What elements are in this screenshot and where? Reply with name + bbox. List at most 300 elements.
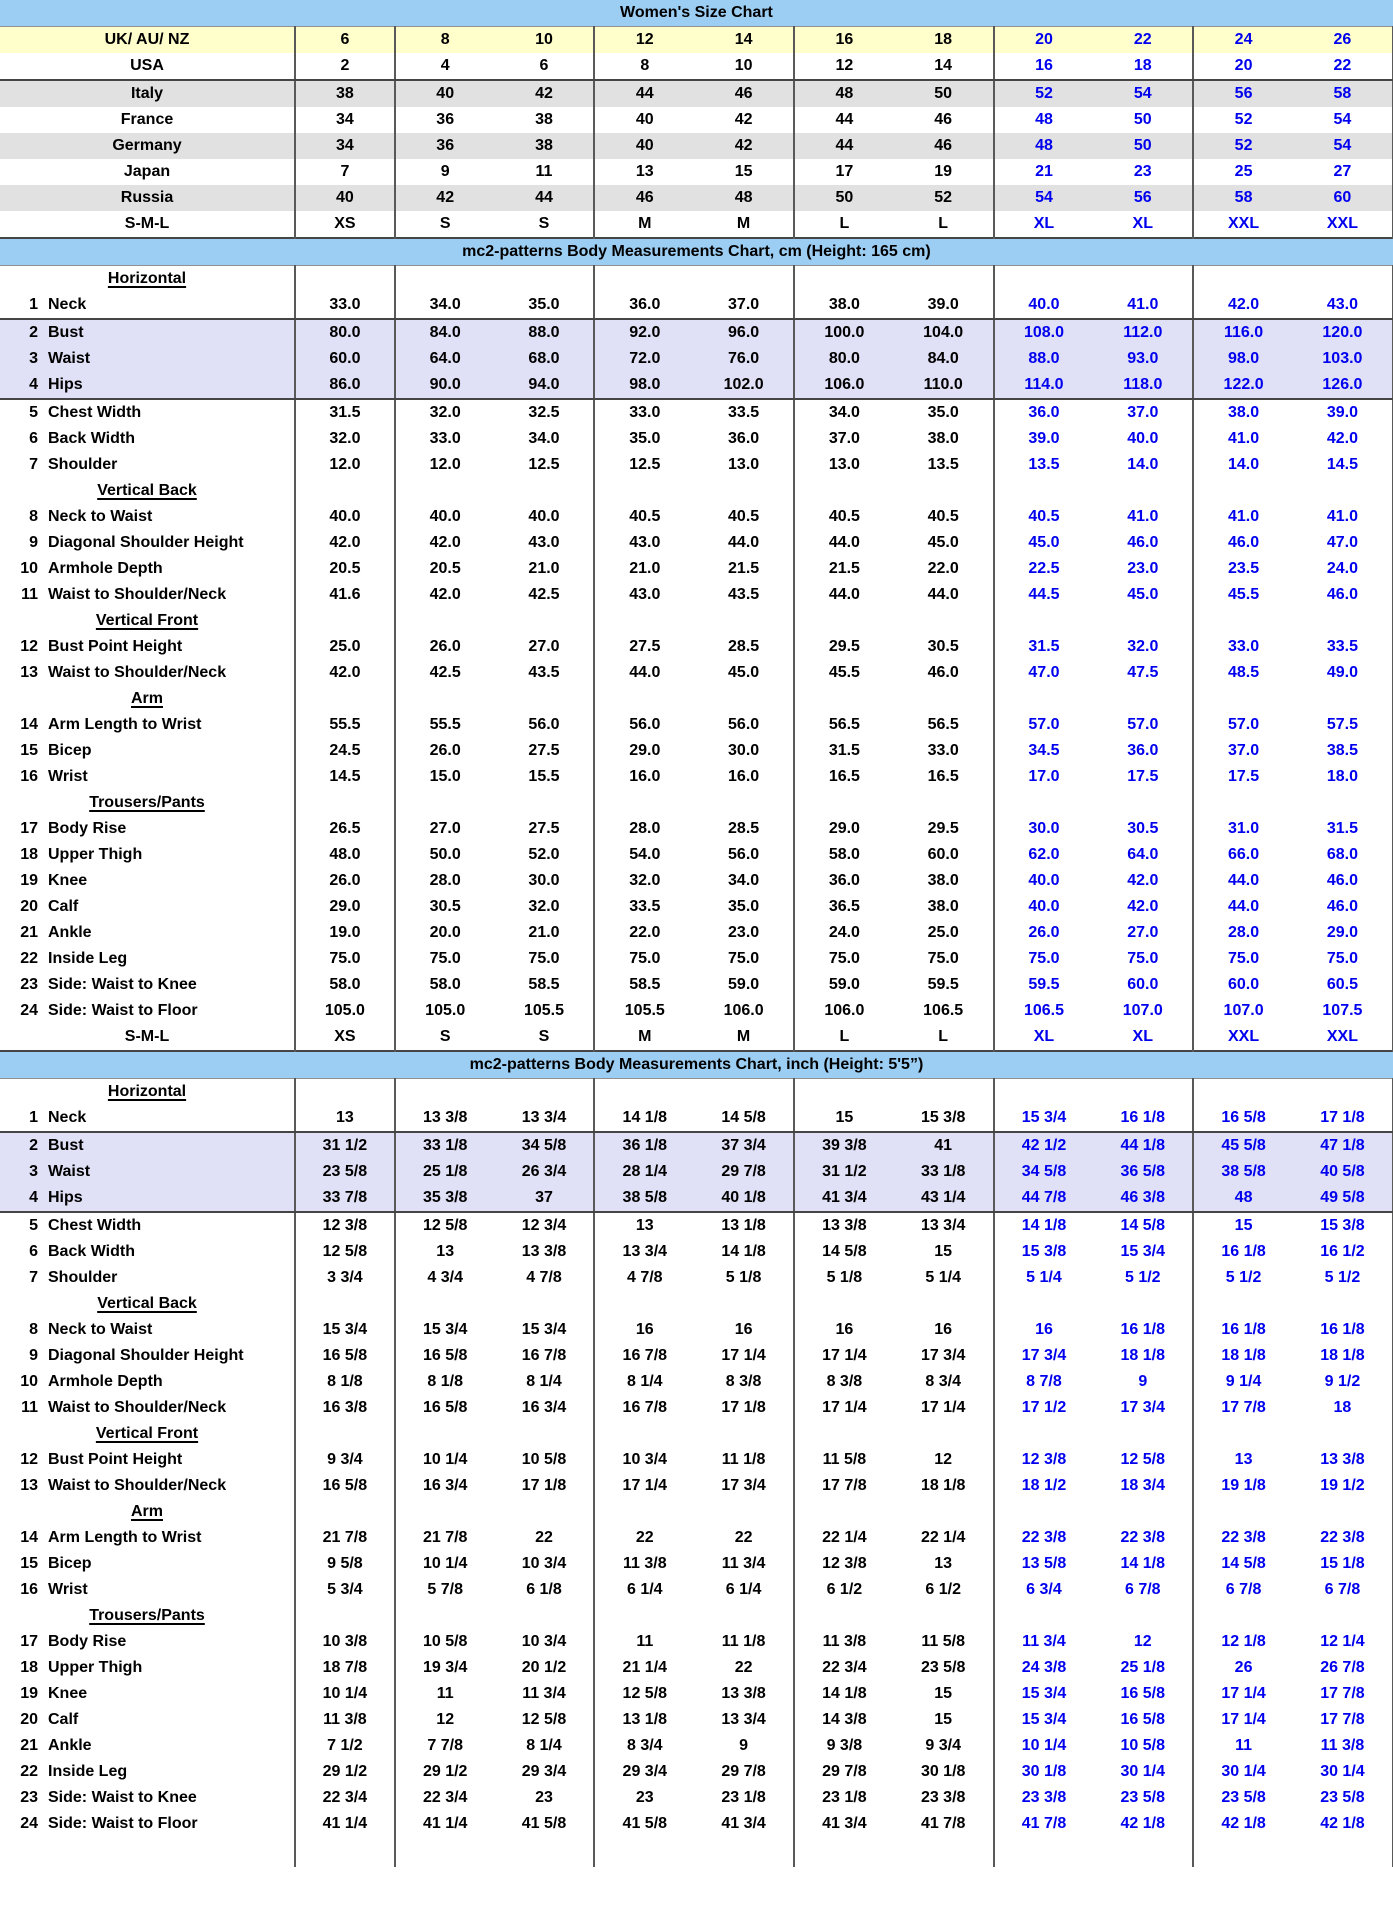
cell: 13	[295, 1105, 395, 1132]
cell: 10 3/4	[622, 1450, 668, 1468]
cell: 13 3/8	[822, 1216, 867, 1234]
cell: 26.0	[1028, 923, 1060, 941]
measurement-row	[0, 1629, 1393, 1655]
cell: 10 3/4	[495, 1629, 595, 1655]
row-number: 11	[21, 585, 38, 603]
cell: 44.0	[1228, 871, 1260, 889]
cell: 43.5	[495, 660, 595, 686]
cell: 46.0	[1093, 530, 1193, 556]
cell	[894, 608, 994, 634]
measurement-row	[0, 426, 1393, 452]
cell: 41.0	[1228, 429, 1260, 447]
cell: 46.0	[1293, 894, 1393, 920]
cell: 56.5	[828, 715, 860, 733]
cm-chart-title-row	[0, 238, 1393, 266]
cell: 58.0	[828, 845, 860, 863]
row-number: 5	[29, 1216, 38, 1234]
row-label: Ankle	[48, 1736, 92, 1754]
cell: 33.0	[429, 429, 461, 447]
cell: 7 7/8	[427, 1736, 463, 1754]
cell: 28.5	[694, 816, 794, 842]
measurement-row	[0, 1132, 1393, 1159]
cell	[994, 790, 1094, 816]
section-header-row	[0, 790, 1393, 816]
cell: 27.5	[495, 738, 595, 764]
cell: 29.0	[1293, 920, 1393, 946]
measurement-row	[0, 504, 1393, 530]
cell: 42.0	[1093, 868, 1193, 894]
cell: 105.0	[295, 998, 395, 1024]
cell: 15 3/4	[495, 1317, 595, 1343]
measurement-row	[0, 1395, 1393, 1421]
row-number: 17	[20, 819, 38, 837]
cell: 31 1/2	[295, 1132, 395, 1159]
row-number: 9	[29, 1346, 38, 1364]
measurement-row	[0, 1317, 1393, 1343]
cell: 42 1/8	[1293, 1811, 1393, 1837]
cell: 13	[894, 1551, 994, 1577]
cell: 22 1/4	[894, 1525, 994, 1551]
cell: 54	[1093, 80, 1193, 107]
cell: 5 1/4	[894, 1265, 994, 1291]
cell	[395, 1421, 495, 1447]
row-number: 3	[29, 349, 38, 367]
cell: 116.0	[1193, 319, 1293, 346]
cell: 4 7/8	[495, 1265, 595, 1291]
cell: 40	[635, 136, 654, 154]
cell: 40.5	[1028, 507, 1060, 525]
cell: 40.0	[1028, 897, 1060, 915]
cell: 52	[1035, 84, 1053, 102]
cell: XXL	[1228, 1027, 1260, 1045]
cell: 75.0	[694, 946, 794, 972]
cell: 16	[835, 1320, 854, 1338]
cell: 38	[295, 80, 395, 107]
row-label: Knee	[48, 871, 88, 889]
cell: 8 3/8	[826, 1372, 863, 1390]
row-label: Arm Length to Wrist	[48, 715, 202, 733]
cell: 22 3/8	[1093, 1525, 1193, 1551]
cell	[495, 1421, 595, 1447]
measurement-row	[0, 1525, 1393, 1551]
cell: 16 3/8	[295, 1395, 395, 1421]
cell: 17 1/8	[495, 1473, 595, 1499]
cell: 17 1/8	[694, 1395, 794, 1421]
cell: 8 1/4	[495, 1369, 595, 1395]
measurement-row	[0, 1159, 1393, 1185]
section-header-row	[0, 1603, 1393, 1629]
cell: 56.0	[629, 715, 661, 733]
cell: 25 1/8	[1093, 1655, 1193, 1681]
cell: 56.0	[495, 712, 595, 738]
cell: 44	[495, 185, 595, 211]
cell: 29.0	[828, 819, 860, 837]
cell: 15	[694, 159, 794, 185]
cell: S	[495, 211, 595, 238]
cell: 12 1/8	[1221, 1632, 1266, 1650]
cell: 12	[894, 1447, 994, 1473]
cell: 48	[1035, 136, 1053, 154]
cell: 13 3/8	[495, 1239, 595, 1265]
measurement-row	[0, 894, 1393, 920]
cell	[495, 1291, 595, 1317]
cell: 15 1/8	[1293, 1551, 1393, 1577]
cell: 32.0	[429, 403, 461, 421]
cell: 15	[1234, 1216, 1253, 1234]
cell: 16 3/4	[422, 1476, 468, 1494]
cell: 20.5	[429, 559, 461, 577]
cell	[1193, 790, 1293, 816]
row-number: 8	[29, 507, 38, 525]
cell	[1193, 1291, 1293, 1317]
cell: 68.0	[1293, 842, 1393, 868]
cell: 6 1/2	[826, 1580, 863, 1598]
cell: 16 7/8	[622, 1398, 668, 1416]
cell: 5 1/8	[826, 1268, 863, 1286]
row-number: 2	[29, 1136, 38, 1154]
measurement-row	[0, 292, 1393, 319]
cell: 17	[835, 162, 854, 180]
row-number: 14	[20, 715, 38, 733]
measurement-row	[0, 556, 1393, 582]
cell: 6 7/8	[1225, 1580, 1262, 1598]
cell: 41 3/4	[822, 1814, 867, 1832]
cell: 23 5/8	[295, 1159, 395, 1185]
cell: 8 1/4	[495, 1733, 595, 1759]
cell: 34.0	[395, 292, 495, 319]
cell: 40	[295, 185, 395, 211]
cell: 14	[894, 53, 994, 80]
cell: 42.0	[429, 533, 461, 551]
cell: 14.5	[1293, 452, 1393, 478]
row-label: Body Rise	[48, 819, 127, 837]
cell: 17.0	[1028, 767, 1060, 785]
cell: 26.0	[429, 637, 461, 655]
row-number: 8	[29, 1320, 38, 1338]
row-label: Germany	[0, 133, 295, 159]
cell	[495, 608, 595, 634]
cell: 14 5/8	[822, 1242, 867, 1260]
cell: 29 3/4	[495, 1759, 595, 1785]
measurement-row	[0, 1105, 1393, 1132]
cell: 100.0	[794, 319, 894, 346]
cell: 33 1/8	[894, 1159, 994, 1185]
row-label: Japan	[0, 159, 295, 185]
cell: 16 7/8	[622, 1346, 668, 1364]
cell: 37.0	[1228, 741, 1260, 759]
cell: 16 1/8	[1293, 1317, 1393, 1343]
cell: 12 3/8	[295, 1212, 395, 1239]
cell: 27.5	[629, 637, 661, 655]
row-number: 4	[29, 375, 38, 393]
row-label: Ankle	[48, 923, 92, 941]
cell	[594, 1421, 694, 1447]
measurement-row	[0, 399, 1393, 426]
cell: 42 1/2	[994, 1132, 1094, 1159]
cell: 19	[894, 159, 994, 185]
cell	[594, 1499, 694, 1525]
cell: 44 1/8	[1093, 1132, 1193, 1159]
section-label: Horizontal	[107, 269, 187, 287]
cell: 32.0	[1093, 634, 1193, 660]
cell: 40	[635, 110, 654, 128]
cell: 75.0	[629, 949, 661, 967]
cell: 21	[1035, 162, 1053, 180]
cell: 38.0	[1228, 403, 1260, 421]
cell: 54	[1293, 107, 1393, 133]
cell: 36	[436, 136, 455, 154]
row-number: 9	[29, 533, 38, 551]
cell: 18 1/8	[1293, 1343, 1393, 1369]
cell: 8 3/4	[626, 1736, 663, 1754]
cell: 4 3/4	[427, 1268, 463, 1286]
cell: 17 1/4	[822, 1346, 867, 1364]
cell: 16	[994, 53, 1094, 80]
cell: 12 5/8	[422, 1216, 468, 1234]
cell: 38 5/8	[1193, 1159, 1293, 1185]
cell: 36.5	[828, 897, 860, 915]
cell: 16 1/8	[1221, 1320, 1266, 1338]
row-number: 11	[21, 1398, 38, 1416]
cell: 17 3/4	[1093, 1395, 1193, 1421]
cell: 23.0	[694, 920, 794, 946]
row-number: 19	[20, 1684, 38, 1702]
cell: 56.5	[894, 712, 994, 738]
cell: 28 1/4	[594, 1159, 694, 1185]
cell: 28.5	[694, 634, 794, 660]
cell: 9 1/4	[1225, 1372, 1262, 1390]
row-label: Bust	[48, 1136, 84, 1154]
cell: 13 3/8	[694, 1681, 794, 1707]
cell: 22 3/4	[822, 1658, 867, 1676]
cell: 16	[835, 30, 854, 48]
cell: 13	[1234, 1450, 1253, 1468]
cell: 11	[1235, 1736, 1253, 1754]
cell: 23 5/8	[1293, 1785, 1393, 1811]
cell: 14 1/8	[694, 1239, 794, 1265]
row-number: 5	[29, 403, 38, 421]
row-number: 20	[20, 1710, 38, 1728]
cell: 17 1/8	[1293, 1105, 1393, 1132]
section-label: Vertical Back	[97, 1294, 197, 1312]
cell	[295, 1291, 395, 1317]
cell: 11 1/8	[694, 1447, 794, 1473]
cell: 52	[1234, 136, 1253, 154]
section-label: Vertical Front	[95, 611, 199, 629]
row-number: 21	[20, 1736, 38, 1754]
row-number: 7	[29, 1268, 38, 1286]
cell: 48	[1193, 1185, 1293, 1212]
row-number: 10	[20, 1372, 38, 1390]
cell	[994, 1603, 1094, 1629]
cell: 76.0	[694, 346, 794, 372]
cell	[894, 1603, 994, 1629]
cell: 12.0	[429, 455, 461, 473]
cell: 34.0	[495, 426, 595, 452]
cell: 39.0	[1028, 429, 1060, 447]
cell: 16.5	[894, 764, 994, 790]
cell: 75.0	[894, 946, 994, 972]
measurement-row	[0, 842, 1393, 868]
cell	[1193, 1603, 1293, 1629]
cell: 42.0	[295, 530, 395, 556]
cell: 48.5	[1228, 663, 1260, 681]
cell: 11 3/8	[622, 1554, 667, 1572]
cell: 57.0	[1228, 715, 1260, 733]
cell: 30.5	[1093, 816, 1193, 842]
cell: 21.0	[495, 556, 595, 582]
cell: 46.0	[1228, 533, 1260, 551]
cell: 2	[295, 53, 395, 80]
cell	[694, 1079, 794, 1106]
cell: 57.0	[1028, 715, 1060, 733]
cell: 34 5/8	[994, 1159, 1094, 1185]
cell: L	[894, 211, 994, 238]
cell: 11 3/4	[694, 1551, 794, 1577]
cell	[395, 478, 495, 504]
cell: 12.5	[495, 452, 595, 478]
cell: M	[638, 1027, 652, 1045]
cell: 7	[295, 159, 395, 185]
cell: 22	[635, 1528, 654, 1546]
cell: 15 3/4	[295, 1317, 395, 1343]
cell	[1093, 608, 1193, 634]
cell	[495, 478, 595, 504]
cell: 22 1/4	[822, 1528, 867, 1546]
cell: 39.0	[1293, 399, 1393, 426]
cell: 13 3/8	[395, 1105, 495, 1132]
cell: 38.0	[894, 868, 994, 894]
cell: 13 3/4	[622, 1242, 668, 1260]
cell	[295, 1499, 395, 1525]
cell: 59.0	[694, 972, 794, 998]
cell: 41 1/4	[295, 1811, 395, 1837]
cell: 36.0	[694, 426, 794, 452]
measurement-row	[0, 1185, 1393, 1212]
cell	[894, 1079, 994, 1106]
cell: 105.5	[495, 998, 595, 1024]
cell: 27	[1293, 159, 1393, 185]
row-label: Upper Thigh	[48, 845, 143, 863]
cell: 23 5/8	[1221, 1788, 1266, 1806]
cell: 10 5/8	[422, 1632, 468, 1650]
cell: 88.0	[994, 346, 1094, 372]
cell: 58.5	[495, 972, 595, 998]
cell: 6 1/4	[694, 1577, 794, 1603]
cell: 16 7/8	[495, 1343, 595, 1369]
cell: 16 1/8	[1093, 1317, 1193, 1343]
cell: 12 5/8	[1093, 1447, 1193, 1473]
measurement-row	[0, 346, 1393, 372]
row-number: 21	[20, 923, 38, 941]
cell: 22 3/4	[295, 1785, 395, 1811]
table-tail	[0, 1837, 1393, 1867]
row-label: Russia	[0, 185, 295, 211]
cell: 10 1/4	[295, 1681, 395, 1707]
cell: 43.0	[495, 530, 595, 556]
row-label: Diagonal Shoulder Height	[48, 533, 244, 551]
section-header-row	[0, 1079, 1393, 1106]
row-label: Waist	[48, 349, 91, 367]
cell: 42.5	[495, 582, 595, 608]
cell: 11	[436, 1684, 454, 1702]
table-row	[0, 159, 1393, 185]
cell: 22	[694, 1525, 794, 1551]
row-label: USA	[0, 53, 295, 80]
cell: 21.5	[828, 559, 860, 577]
cell: 52	[1234, 110, 1253, 128]
cell: 15	[894, 1707, 994, 1733]
cell: 114.0	[994, 372, 1094, 399]
cell: 37.0	[694, 292, 794, 319]
cell: 11	[495, 159, 595, 185]
measurement-row	[0, 1369, 1393, 1395]
cell: 52	[894, 185, 994, 211]
cell: 110.0	[894, 372, 994, 399]
cell	[295, 686, 395, 712]
cell: 44.0	[894, 582, 994, 608]
cell: 10 5/8	[495, 1447, 595, 1473]
section-label: Arm	[130, 689, 163, 707]
row-label: Chest Width	[48, 403, 142, 421]
cell: 21 7/8	[295, 1525, 395, 1551]
row-label: Waist	[48, 1162, 91, 1180]
cell: 64.0	[1093, 842, 1193, 868]
cell: 10 1/4	[422, 1450, 468, 1468]
row-number: 1	[29, 1108, 38, 1126]
measurement-row	[0, 816, 1393, 842]
cell: 21.5	[694, 556, 794, 582]
cell: 15.0	[429, 767, 461, 785]
cell: 16 5/8	[295, 1343, 395, 1369]
cell: 14 5/8	[1221, 1554, 1266, 1572]
cell	[295, 478, 395, 504]
cell	[794, 608, 894, 634]
cell: 13	[635, 162, 654, 180]
cell: 6 3/4	[1026, 1580, 1062, 1598]
cell: 43.5	[694, 582, 794, 608]
cell: 26.0	[295, 868, 395, 894]
row-label: Italy	[0, 80, 295, 107]
cell: 47.0	[1028, 663, 1060, 681]
cell: 106.5	[894, 998, 994, 1024]
cell: 23 5/8	[1093, 1785, 1193, 1811]
cell: 60	[1293, 185, 1393, 211]
cell: 55.5	[295, 712, 395, 738]
cell: 92.0	[594, 319, 694, 346]
measurement-row	[0, 634, 1393, 660]
cell: 3 3/4	[295, 1265, 395, 1291]
cell: 15 3/4	[994, 1105, 1094, 1132]
cell: S	[439, 1027, 451, 1045]
cell: 17 7/8	[1293, 1681, 1393, 1707]
cell: 22	[1093, 27, 1193, 54]
cell: 23.5	[1228, 559, 1260, 577]
row-number: 12	[20, 1450, 38, 1468]
cell: 29 3/4	[622, 1762, 668, 1780]
cell: 13.5	[1028, 455, 1060, 473]
cell	[1293, 1499, 1393, 1525]
cell: 12 1/4	[1293, 1629, 1393, 1655]
cell: 48.0	[295, 842, 395, 868]
cell: 60.0	[295, 346, 395, 372]
cell: 57.5	[1293, 712, 1393, 738]
cell: 17 7/8	[822, 1476, 867, 1494]
cell	[1093, 1079, 1193, 1106]
cell: 14.0	[1228, 455, 1260, 473]
row-label: Upper Thigh	[48, 1658, 143, 1676]
cell	[1193, 266, 1293, 293]
